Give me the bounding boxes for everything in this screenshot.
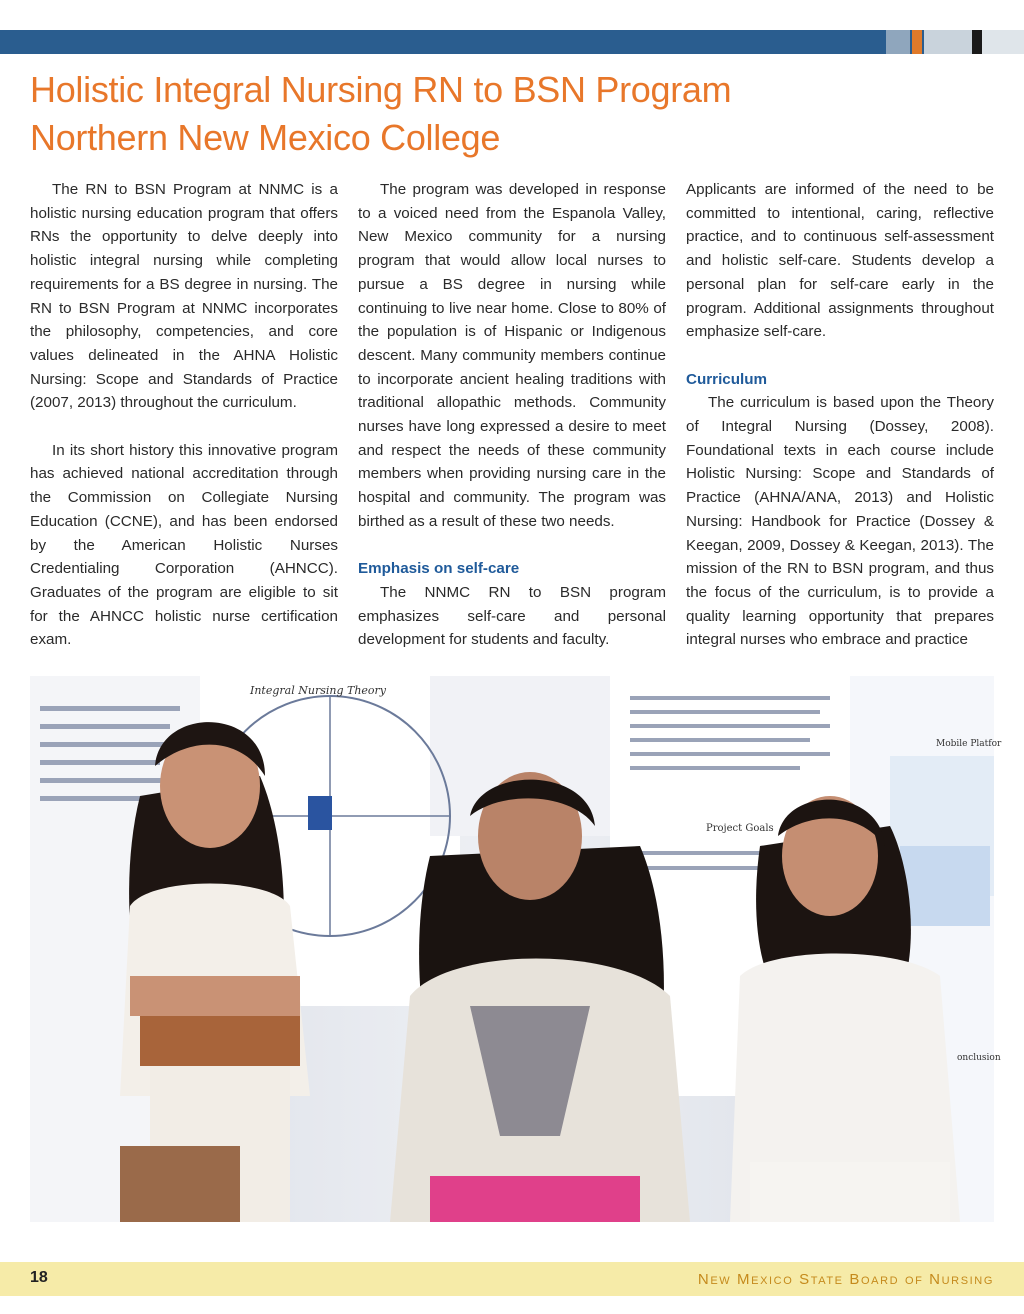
banner-block (912, 30, 922, 54)
banner-block (982, 30, 1024, 54)
top-banner (0, 30, 1024, 54)
banner-block (972, 30, 982, 54)
text-column-3 (686, 178, 994, 652)
publication-name: New Mexico State Board of Nursing (697, 1271, 994, 1288)
paragraph: The program was developed in response to a voiced need from the Espanola Valley, New Mexico community for a nursing program that would allow local nurses to pursue a BS degree in nursing while continuing to live near home. Close to 80% of the population is of Hispanic or Indigenous descent. Many community members continue to incorporate ancient healing traditions with traditional allopathic methods. Community nurses have long expressed a desire to meet and respect the needs of these community members when providing nursing care in the hospital and community. The program was birthed as a result of these two needs. (358, 181, 666, 530)
paragraph: The curriculum is based upon the Theory of Integral Nursing (Dossey, 2008). Foundational texts in each course include Holistic Nursing: Scope and Standards of Practice (AHNA/ANA, 2013) and Holistic Nursing: Handbook for Practice (Dossey & Keegan, 2009, Dossey & Keegan, 2013). The mission of the RN to BSN program, and thus the focus of the curriculum, is to provide a quality learning opportunity that prepares integral nurses who embrace and practice (686, 394, 994, 649)
page-number: 18 (30, 1269, 48, 1286)
poster-title: Mobile Platfor (936, 739, 1002, 749)
paragraph: In its short history this innovative program has achieved national accreditation through the Commission on Collegiate Nursing Education (CCNE), and has been endorsed by the American Holistic Nurses Credentialing Corporation (AHNCC). Graduates of the program are eligible to sit for the AHNCC holistic nurse certification exam. (30, 441, 338, 649)
poster-title: Integral Nursing Theory (250, 684, 387, 697)
title-line-2: Northern New Mexico College (30, 117, 501, 158)
section-heading: Curriculum (686, 370, 768, 388)
group-photo (30, 676, 1002, 1222)
title-line-1: Holistic Integral Nursing RN to BSN Program (30, 69, 732, 110)
section-heading: Emphasis on self-care (358, 560, 520, 578)
text-column-1 (30, 178, 338, 652)
paragraph: Applicants are informed of the need to be committed to intentional, caring, reflective practice, and to continuous self-assessment and holistic self-care. Students develop a personal plan for self-care early in the program. Additional assignments throughout emphasize self-care. (686, 181, 994, 341)
poster-title: Project Goals (706, 823, 774, 834)
banner-block (886, 30, 910, 54)
paragraph: The RN to BSN Program at NNMC is a holistic nursing education program that offers RNs the opportunity to delve deeply into holistic integral nursing while completing requirements for a BS degree in nursing. The RN to BSN Program at NNMC incorporates the philosophy, competencies, and core values delineated in the AHNA Holistic Nursing: Scope and Standards of Practice (2007, 2013) throughout the curriculum. (30, 181, 338, 412)
page-title (30, 66, 731, 162)
poster-title: onclusion (957, 1053, 1001, 1063)
text-column-2 (358, 178, 666, 652)
paragraph: The NNMC RN to BSN program emphasizes self-care and personal development for students and faculty. (358, 583, 666, 649)
footer-band (0, 1262, 1024, 1296)
banner-block (924, 30, 972, 54)
